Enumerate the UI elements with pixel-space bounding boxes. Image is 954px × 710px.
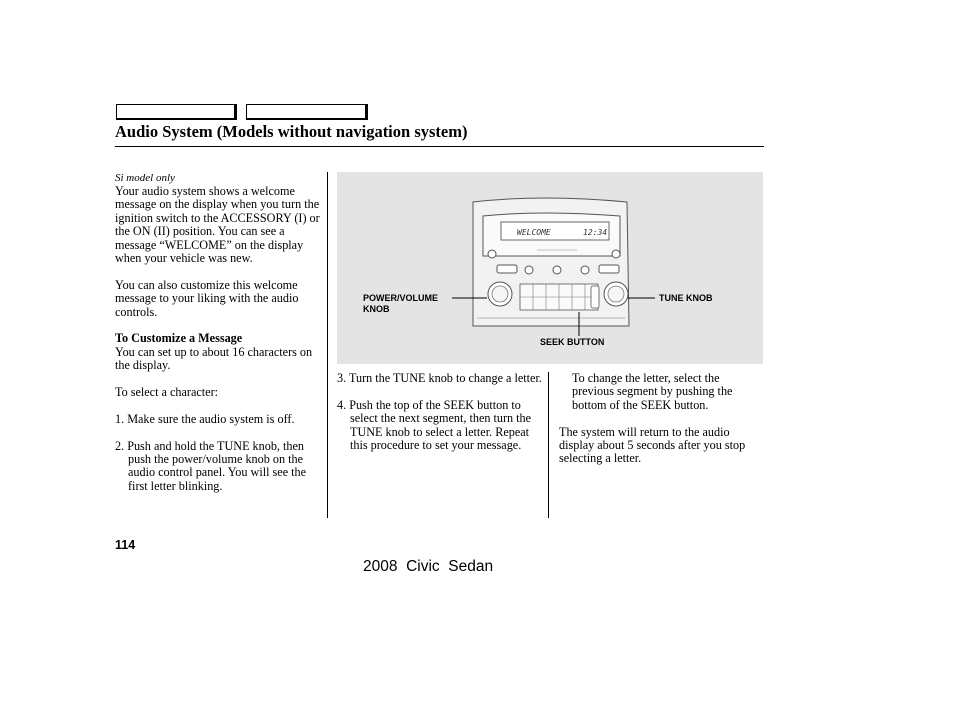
select-character-text: To select a character:	[115, 385, 219, 400]
page-title: Audio System (Models without navigation system)	[115, 122, 468, 141]
display-message: WELCOME	[517, 228, 551, 237]
column-divider-left	[327, 172, 328, 518]
power-volume-knob-label: POWER/VOLUME KNOB	[363, 293, 439, 314]
header-tab-1	[116, 104, 237, 120]
right-column	[559, 372, 762, 466]
middle-column	[337, 372, 542, 452]
audio-figure-panel	[337, 172, 763, 364]
tune-knob-label: TUNE KNOB	[659, 293, 713, 303]
seek-button-label: SEEK BUTTON	[540, 337, 605, 347]
footer-model: 2008 Civic Sedan	[363, 558, 494, 575]
header-tab-2	[246, 104, 368, 120]
change-letter-paragraph: To change the letter, select the previous segment by pushing the bottom of the SEEK button.	[572, 371, 733, 412]
title-rule	[115, 146, 764, 147]
display-clock: 12:34	[583, 228, 608, 237]
step-1: 1. Make sure the audio system is off.	[115, 411, 295, 426]
model-note: Si model only	[115, 172, 175, 184]
step-4: 4. Push the top of the SEEK button to select the next segment, then turn the TUNE knob to select a letter. Repeat this procedure to set your message.	[337, 397, 532, 453]
page-number: 114	[115, 538, 136, 552]
section-heading: To Customize a Message	[115, 331, 243, 346]
left-column	[115, 172, 321, 493]
welcome-paragraph: Your audio system shows a welcome message on the display when you turn the ignition switch to the ACCESSORY (I) or the ON (II) position. You can see a message “WELCOME” on the display when your vehicle was new.	[115, 184, 320, 266]
step-3: 3. Turn the TUNE knob to change a letter.	[337, 371, 542, 385]
column-divider-right	[548, 372, 549, 518]
customize-paragraph: You can also customize this welcome message to your liking with the audio controls.	[115, 277, 299, 319]
step-2: 2. Push and hold the TUNE knob, then push the power/volume knob on the audio control panel. You will see the first letter blinking.	[115, 438, 307, 493]
audio-unit-illustration	[337, 172, 763, 364]
characters-paragraph: You can set up to about 16 characters on the display.	[115, 344, 313, 373]
return-display-paragraph: The system will return to the audio display about 5 seconds after you stop selecting a letter.	[559, 424, 746, 466]
